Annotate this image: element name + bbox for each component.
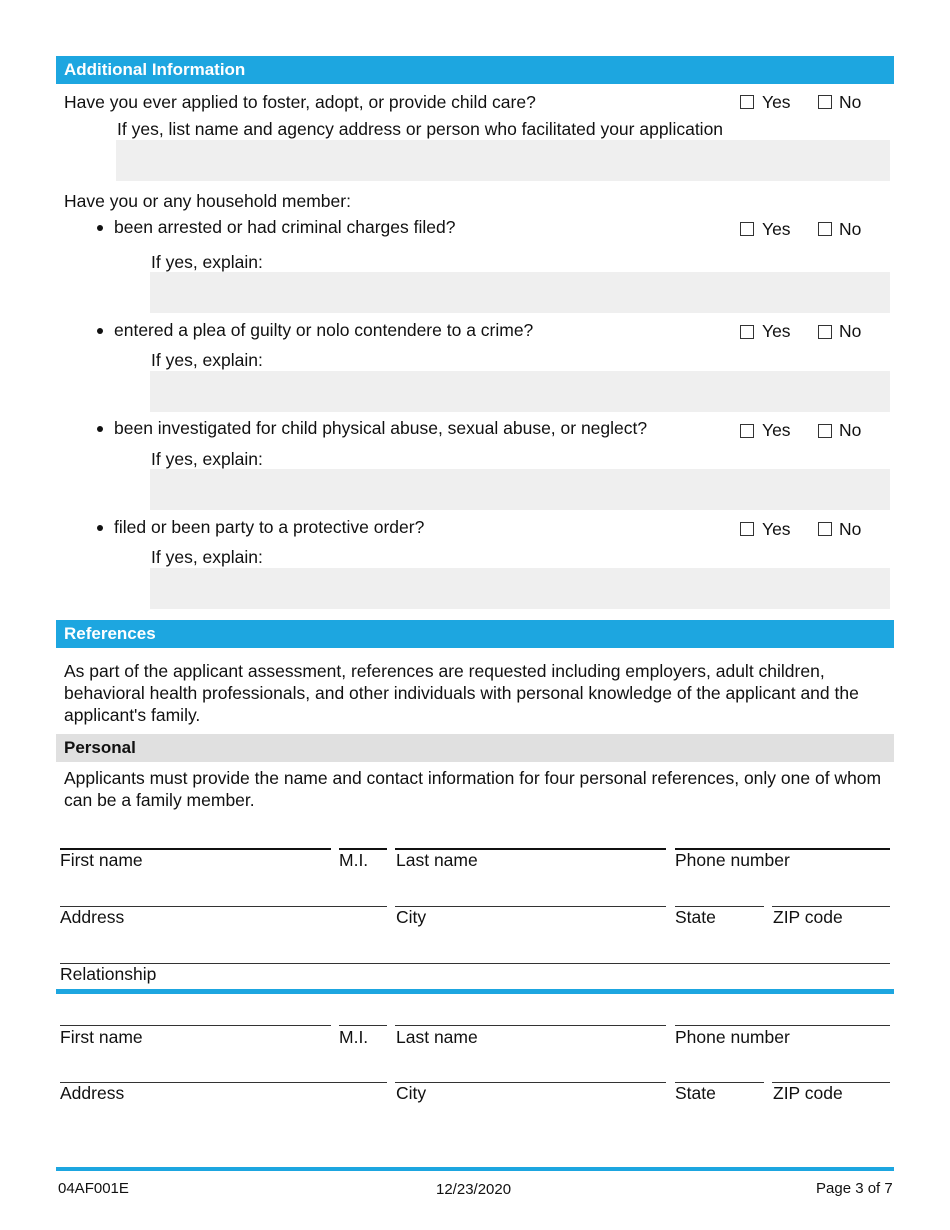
- investigated-no-checkbox[interactable]: [818, 424, 832, 438]
- ref2-city-field[interactable]: [395, 1082, 666, 1083]
- plea-yes-label: Yes: [762, 321, 791, 341]
- references-intro: As part of the applicant assessment, references are requested including employers, adult children, behavioral health professionals, and other individuals with personal knowledge of the applicant and the applicant's family.: [64, 661, 859, 725]
- ref1-mi-label: M.I.: [339, 850, 369, 870]
- foster-followup-label: If yes, list name and agency address or person who facilitated your application: [117, 119, 724, 139]
- ref1-first-name-label: First name: [60, 850, 143, 870]
- foster-yes-label: Yes: [762, 92, 791, 112]
- ref1-zip-label: ZIP code: [773, 907, 843, 927]
- protective-order-yes-label: Yes: [762, 519, 791, 539]
- investigated-explain-field[interactable]: [150, 469, 890, 510]
- ref2-state-label: State: [675, 1083, 716, 1103]
- references-header: References: [56, 620, 894, 648]
- form-id: 04AF001E: [58, 1180, 129, 1197]
- protective-order-yes-checkbox[interactable]: [740, 522, 754, 536]
- protective-order-explain-field[interactable]: [150, 568, 890, 609]
- arrested-explain-field[interactable]: [150, 272, 890, 313]
- protective-order-question: filed or been party to a protective order?: [114, 517, 425, 537]
- ref2-city-label: City: [396, 1083, 427, 1103]
- form-date: 12/23/2020: [436, 1181, 512, 1198]
- investigated-yes-checkbox[interactable]: [740, 424, 754, 438]
- investigated-explain-label: If yes, explain:: [151, 449, 263, 469]
- ref2-zip-label: ZIP code: [773, 1083, 843, 1103]
- ref1-address-label: Address: [60, 907, 125, 927]
- ref2-mi-label: M.I.: [339, 1027, 369, 1047]
- investigated-no-label: No: [839, 420, 862, 440]
- additional-information-header: Additional Information: [56, 56, 894, 84]
- ref1-relationship-label: Relationship: [60, 964, 157, 984]
- bullet-icon: [97, 525, 103, 531]
- bullet-icon: [97, 426, 103, 432]
- arrested-question: been arrested or had criminal charges filed?: [114, 217, 456, 237]
- plea-explain-label: If yes, explain:: [151, 350, 263, 370]
- ref1-phone-label: Phone number: [675, 850, 790, 870]
- ref2-first-name-label: First name: [60, 1027, 143, 1047]
- household-intro: Have you or any household member:: [64, 191, 351, 211]
- investigated-question: been investigated for child physical abuse, sexual abuse, or neglect?: [114, 418, 648, 438]
- ref1-city-field[interactable]: [395, 906, 666, 907]
- arrested-no-label: No: [839, 219, 862, 239]
- footer-rule: [56, 1167, 894, 1171]
- plea-no-checkbox[interactable]: [818, 325, 832, 339]
- foster-yes-checkbox[interactable]: [740, 95, 754, 109]
- plea-question: entered a plea of guilty or nolo contendere to a crime?: [114, 320, 534, 340]
- page-number: Page 3 of 7: [816, 1180, 893, 1197]
- arrested-yes-checkbox[interactable]: [740, 222, 754, 236]
- investigated-yes-label: Yes: [762, 420, 791, 440]
- ref2-address-label: Address: [60, 1083, 125, 1103]
- protective-order-explain-label: If yes, explain:: [151, 547, 263, 567]
- foster-details-field[interactable]: [116, 140, 890, 181]
- ref1-relationship-field[interactable]: [60, 963, 890, 964]
- personal-intro: Applicants must provide the name and contact information for four personal references, only one of whom can be a family member.: [64, 768, 882, 810]
- bullet-icon: [97, 328, 103, 334]
- ref2-last-name-label: Last name: [396, 1027, 478, 1047]
- personal-header: Personal: [56, 734, 894, 762]
- ref1-state-label: State: [675, 907, 716, 927]
- foster-no-label: No: [839, 92, 862, 112]
- arrested-explain-label: If yes, explain:: [151, 252, 263, 272]
- protective-order-no-checkbox[interactable]: [818, 522, 832, 536]
- arrested-yes-label: Yes: [762, 219, 791, 239]
- protective-order-no-label: No: [839, 519, 862, 539]
- foster-question: Have you ever applied to foster, adopt, or provide child care?: [64, 92, 536, 112]
- plea-explain-field[interactable]: [150, 371, 890, 412]
- ref1-last-name-label: Last name: [396, 850, 478, 870]
- reference-separator: [56, 989, 894, 994]
- foster-no-checkbox[interactable]: [818, 95, 832, 109]
- arrested-no-checkbox[interactable]: [818, 222, 832, 236]
- ref2-phone-label: Phone number: [675, 1027, 790, 1047]
- bullet-icon: [97, 225, 103, 231]
- plea-yes-checkbox[interactable]: [740, 325, 754, 339]
- ref1-city-label: City: [396, 907, 427, 927]
- plea-no-label: No: [839, 321, 862, 341]
